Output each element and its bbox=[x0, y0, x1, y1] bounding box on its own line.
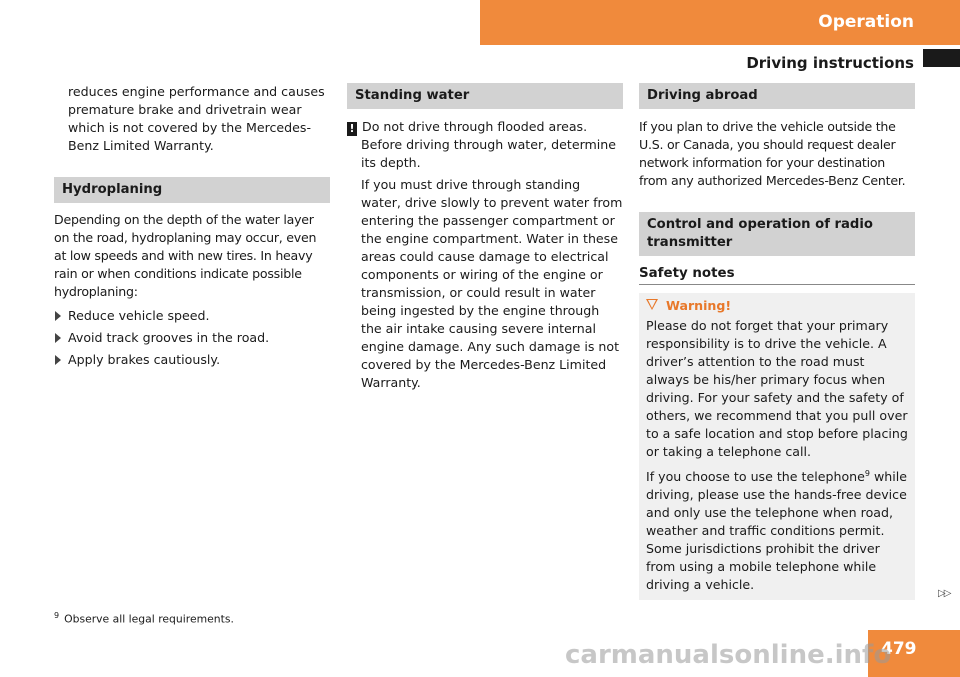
warning-title: Warning! bbox=[646, 297, 908, 315]
watermark: carmanualsonline.info bbox=[565, 640, 892, 670]
footnote-number: 9 bbox=[54, 611, 60, 620]
intro-paragraph: reduces engine performance and causes premature brake and drivetrain wear which is not covered by the Mercedes-Benz Limited Warranty. bbox=[68, 84, 325, 153]
standing-water-paragraph: If you must drive through standing water, drive slowly to prevent water from entering the passenger compartment or the engine compartment. Water in these areas could cause damage to electrical components or wiring of the engine or transmission, or could result in water being ingested by the engine through the air intake causing severe internal engine damage. Any such damage is not covered by the Mercedes-Benz Limited Warranty. bbox=[361, 177, 623, 390]
page-subtitle: Driving instructions bbox=[746, 54, 914, 72]
column-1 bbox=[54, 83, 330, 373]
list-item: Apply brakes cautiously. bbox=[54, 351, 330, 369]
notice-continuation: Before driving through water, determine its depth. bbox=[361, 137, 617, 170]
exclamation-icon: ! bbox=[347, 122, 357, 136]
header-bar bbox=[480, 0, 960, 45]
safety-notes-subheading: Safety notes bbox=[639, 265, 915, 285]
warning-paragraph-2: If you choose to use the telephone$^9$ while driving, please use the hands-free device and only use the telephone when road, weather and traffic conditions permit. Some jurisdictions prohibit the driver from using a mobile telephone while driving a vehicle. bbox=[646, 469, 908, 593]
warning-paragraph-1: Please do not forget that your primary responsibility is to drive the vehicle. A driver’s attention to the road must always be his/her primary focus when driving. For your safety and the safety of others, we recommend that you pull over to a safe location and stop before placing or taking a telephone call. bbox=[646, 318, 908, 459]
list-item: Reduce vehicle speed. bbox=[54, 307, 330, 325]
driving-abroad-paragraph: If you plan to drive the vehicle outside the U.S. or Canada, you should request dealer network information for your destination from any authorized Mercedes-Benz Center. bbox=[639, 119, 906, 188]
warning-triangle-icon bbox=[646, 299, 658, 310]
standing-water-heading: Standing water bbox=[347, 83, 623, 109]
section-tab-marker bbox=[923, 49, 960, 67]
list-item: Avoid track grooves in the road. bbox=[54, 329, 330, 347]
page-number: 479 bbox=[881, 639, 917, 659]
continue-arrows-icon: ▷▷ bbox=[938, 588, 950, 599]
hydroplaning-paragraph: Depending on the depth of the water layer on the road, hydroplaning may occur, even at low speeds and with new tires. In heavy rain or when conditions indicate possible hydroplaning: bbox=[54, 212, 317, 299]
hydroplaning-list bbox=[54, 307, 330, 369]
footnote-text: Observe all legal requirements. bbox=[64, 612, 234, 626]
column-3 bbox=[639, 83, 915, 600]
hydroplaning-heading: Hydroplaning bbox=[54, 177, 330, 203]
column-2 bbox=[347, 83, 623, 396]
notice-paragraph: ! Do not drive through flooded areas. bbox=[347, 118, 623, 136]
footnote-reference: 9 bbox=[864, 469, 870, 478]
footnote bbox=[54, 611, 234, 626]
triangle-bullet-icon bbox=[55, 333, 61, 343]
triangle-bullet-icon bbox=[55, 311, 61, 321]
radio-transmitter-heading: Control and operation of radio transmitter bbox=[639, 212, 915, 256]
driving-abroad-heading: Driving abroad bbox=[639, 83, 915, 109]
triangle-bullet-icon bbox=[55, 355, 61, 365]
warning-box bbox=[639, 293, 915, 600]
section-title: Operation bbox=[818, 12, 914, 32]
